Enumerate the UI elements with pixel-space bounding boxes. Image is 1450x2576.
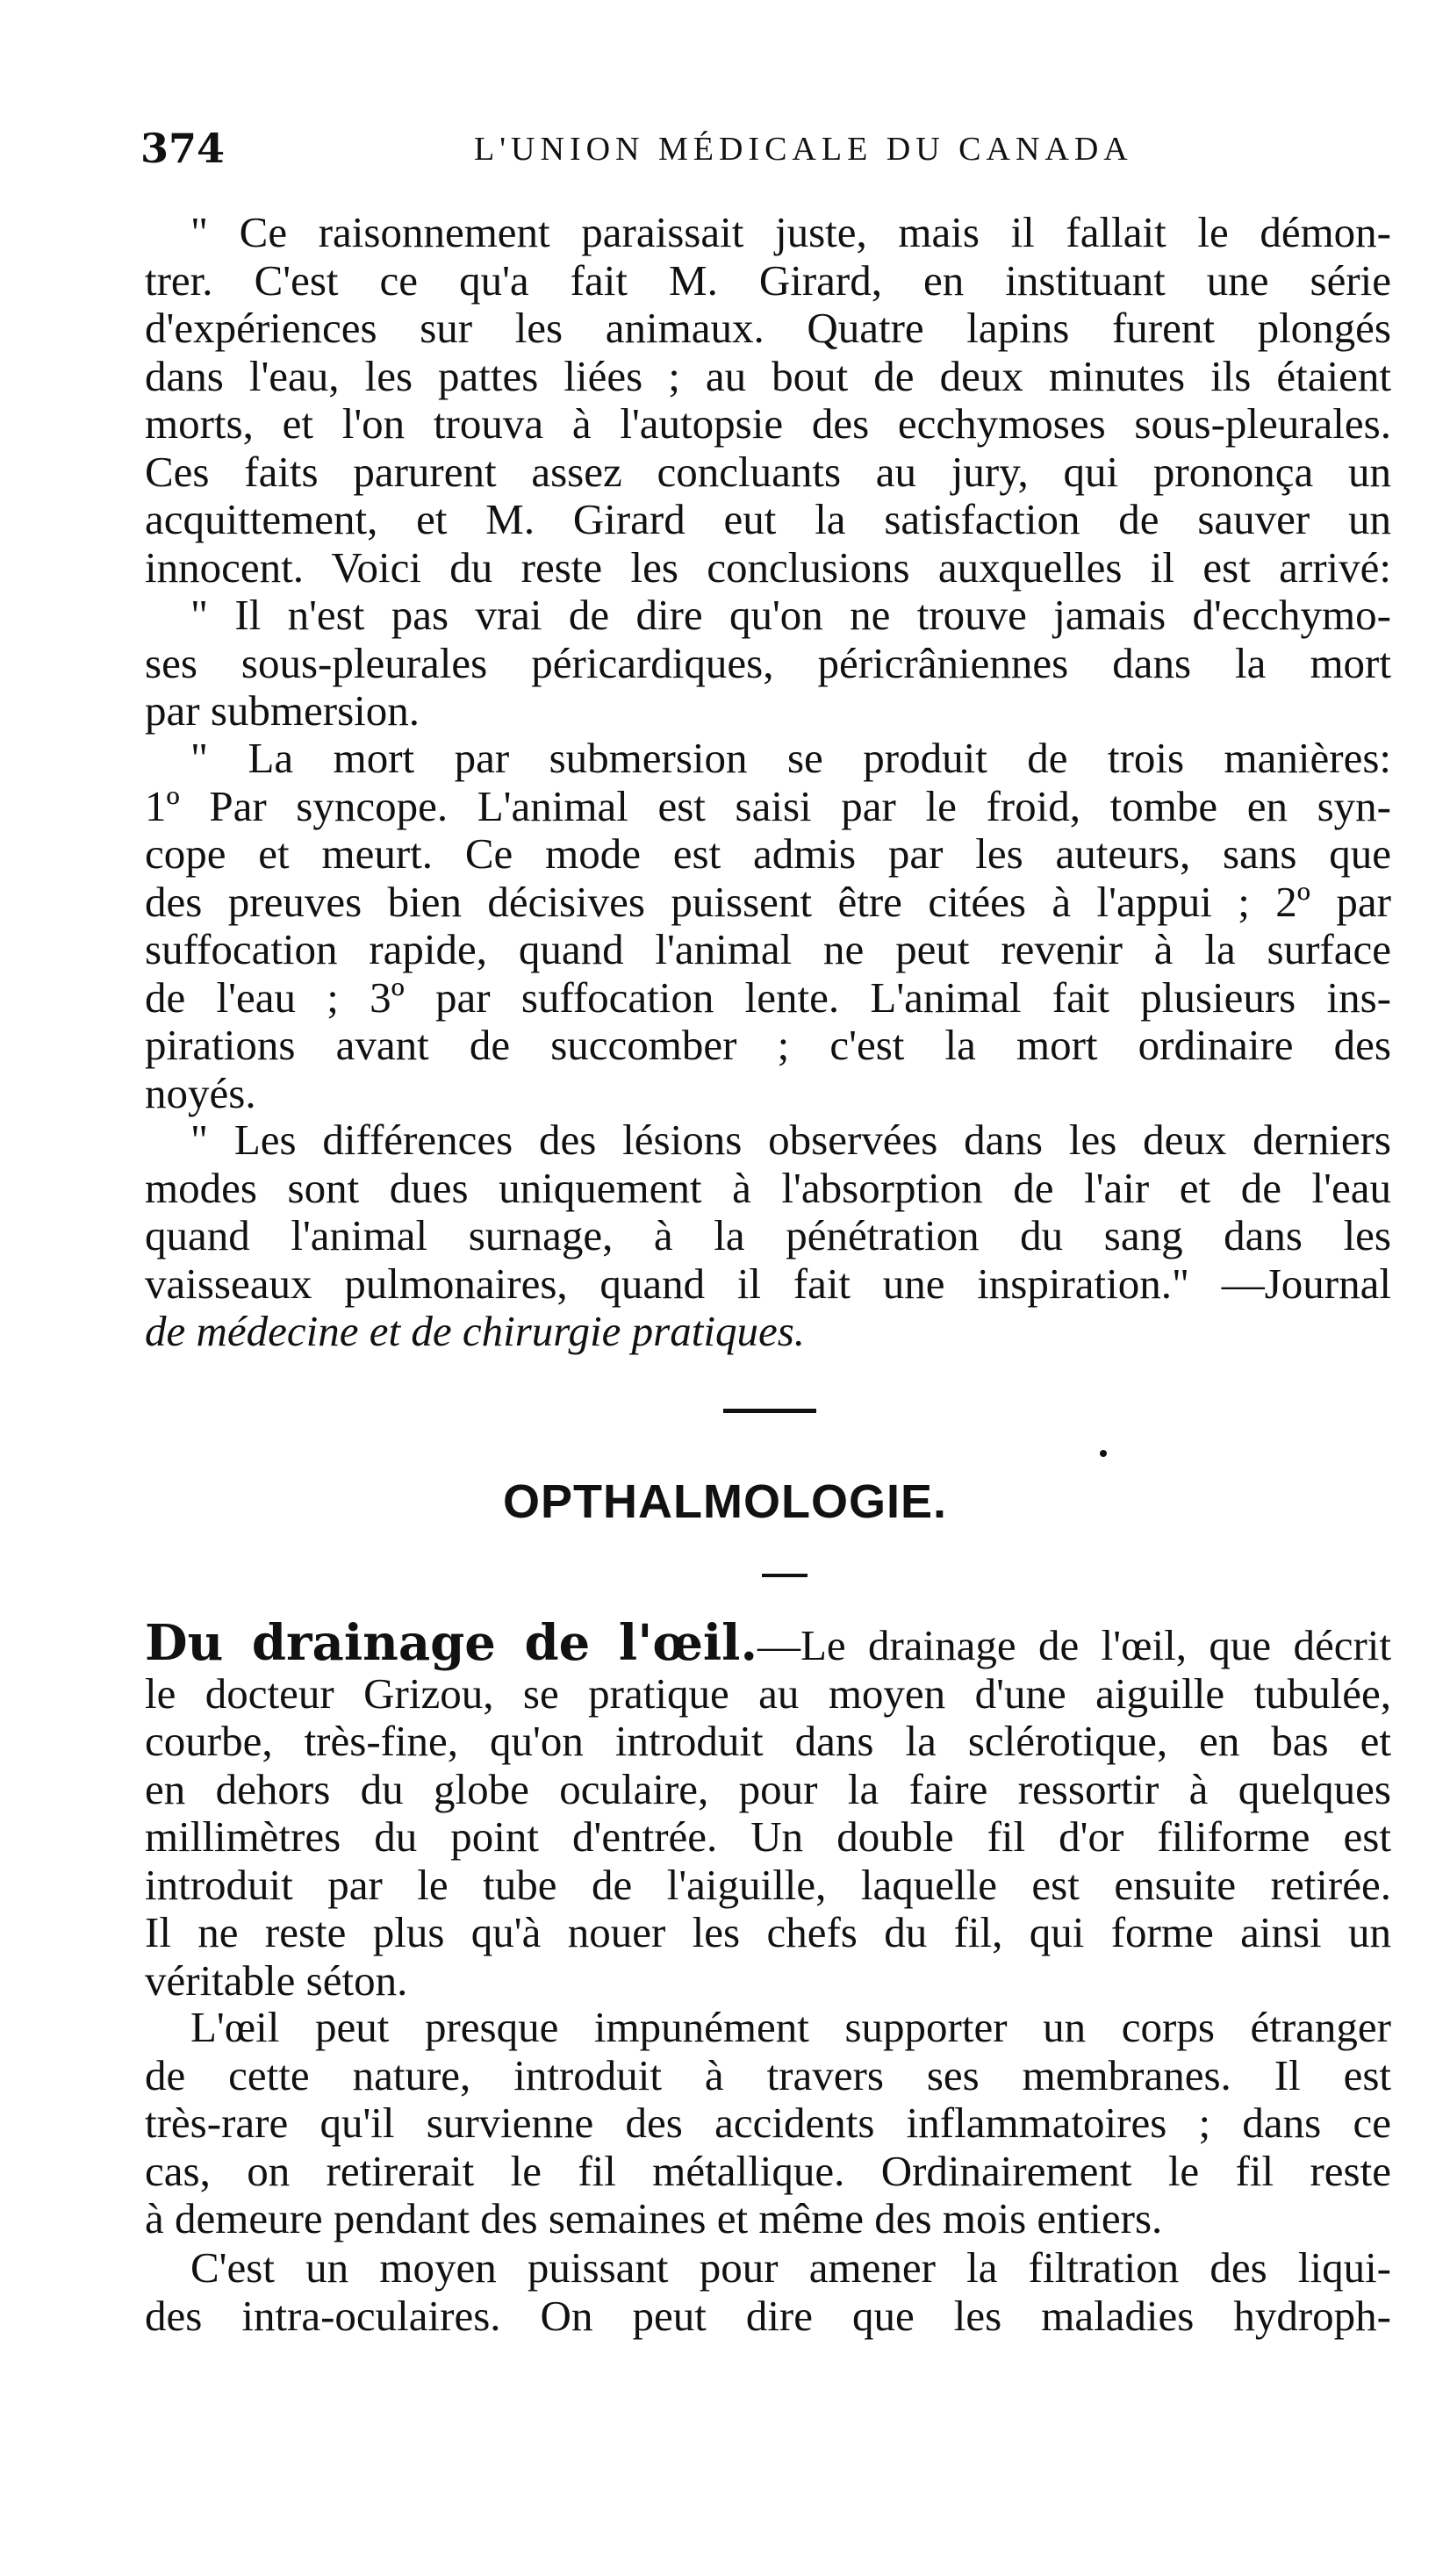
text-line: en dehors du globe oculaire, pour la faire ressortir à quelques (145, 1764, 1391, 1813)
text-line: morts, et l'on trouva à l'autopsie des ecchymoses sous-pleurales. (145, 399, 1391, 448)
text-line: 1º Par syncope. L'animal est saisi par le froid, tombe en syn- (145, 781, 1391, 830)
page-number: 374 (140, 125, 226, 172)
text-line: noyés. (145, 1068, 256, 1117)
text-line: des preuves bien décisives puissent être citées à l'appui ; 2º par (145, 877, 1391, 926)
text-line: " Les différences des lésions observées dans les deux derniers (190, 1116, 1391, 1164)
article-paragraph (145, 2004, 1391, 2243)
text-line: suffocation rapide, quand l'animal ne peut revenir à la surface (145, 925, 1391, 973)
text-line: quand l'animal surnage, à la pénétration du sang dans les (145, 1211, 1391, 1259)
text-line: " La mort par submersion se produit de trois manières: (190, 734, 1391, 782)
text-line: courbe, très-fine, qu'on introduit dans la sclérotique, en bas et (145, 1717, 1391, 1765)
paragraph (145, 592, 1391, 735)
text-line: introduit par le tube de l'aiguille, laquelle est ensuite retirée. (145, 1860, 1391, 1909)
citation-line: de médecine et de chirurgie pratiques. (145, 1307, 806, 1355)
text-line: L'œil peut presque impunément supporter un corps étranger (190, 2003, 1391, 2051)
article-first-line (145, 1614, 1391, 1672)
text-line: " Ce raisonnement paraissait juste, mais il fallait le démon- (190, 208, 1391, 256)
text-line: très-rare qu'il survienne des accidents inflammatoires ; dans ce (145, 2099, 1391, 2147)
text-line: de cette nature, introduit à travers ses membranes. Il est (145, 2050, 1391, 2099)
text-line: acquittement, et M. Girard eut la satisfaction de sauver un (145, 495, 1391, 543)
article-paragraph (145, 1614, 1391, 2005)
article-paragraph (145, 2244, 1391, 2340)
paragraph (145, 735, 1391, 1117)
text-line: vaisseaux pulmonaires, quand il fait une inspiration." —Journal (145, 1259, 1391, 1308)
paragraph (145, 209, 1391, 592)
text-line: modes sont dues uniquement à l'absorption de l'air et de l'eau (145, 1163, 1391, 1212)
section-subrule (762, 1574, 808, 1577)
text-line: des intra-oculaires. On peut dire que les maladies hydroph- (145, 2291, 1391, 2340)
text-line: ses sous-pleurales péricardiques, péricrâniennes dans la mort (145, 638, 1391, 687)
running-title: L'UNION MÉDICALE DU CANADA (474, 131, 1133, 168)
text-line: de l'eau ; 3º par suffocation lente. L'animal fait plusieurs ins- (145, 972, 1391, 1022)
text-line: C'est un moyen puissant pour amener la filtration des liqui- (190, 2243, 1391, 2292)
text-line: " Il n'est pas vrai de dire qu'on ne trouve jamais d'ecchymo- (190, 591, 1391, 639)
print-speck (1100, 1450, 1107, 1457)
text-line: dans l'eau, les pattes liées ; au bout de deux minutes ils étaient (145, 351, 1391, 400)
text-line: par submersion. (145, 686, 420, 735)
text-line: innocent. Voici du reste les conclusions auxquelles il est arrivé: (145, 542, 1391, 592)
article-title: Du drainage de l'œil. (145, 1614, 757, 1672)
text-line: pirations avant de succomber ; c'est la mort ordinaire des (145, 1021, 1391, 1069)
text-line: millimètres du point d'entrée. Un double fil d'or filiforme est (145, 1812, 1391, 1861)
text-line: trer. C'est ce qu'a fait M. Girard, en instituant une série (145, 255, 1391, 305)
text-line: cas, on retirerait le fil métallique. Ordinairement le fil reste (145, 2146, 1391, 2195)
text-line: véritable séton. (145, 1955, 408, 2005)
section-title: OPTHALMOLOGIE. (503, 1475, 947, 1528)
text-line: cope et meurt. Ce mode est admis par les auteurs, sans que (145, 829, 1391, 878)
text-line: à demeure pendant des semaines et même des mois entiers. (145, 2194, 1163, 2242)
text-line: Il ne reste plus qu'à nouer les chefs du fil, qui forme ainsi un (145, 1908, 1391, 1956)
text-line: Ces faits parurent assez concluants au jury, qui prononça un (145, 447, 1391, 496)
text-line: le docteur Grizou, se pratique au moyen d'une aiguille tubulée, (145, 1668, 1391, 1718)
section-rule (723, 1409, 816, 1413)
running-header (140, 125, 1387, 186)
text-line: d'expériences sur les animaux. Quatre lapins furent plongés (145, 304, 1391, 352)
paragraph (145, 1116, 1391, 1356)
article-intro: —Le drainage de l'œil, que décrit (757, 1621, 1391, 1669)
